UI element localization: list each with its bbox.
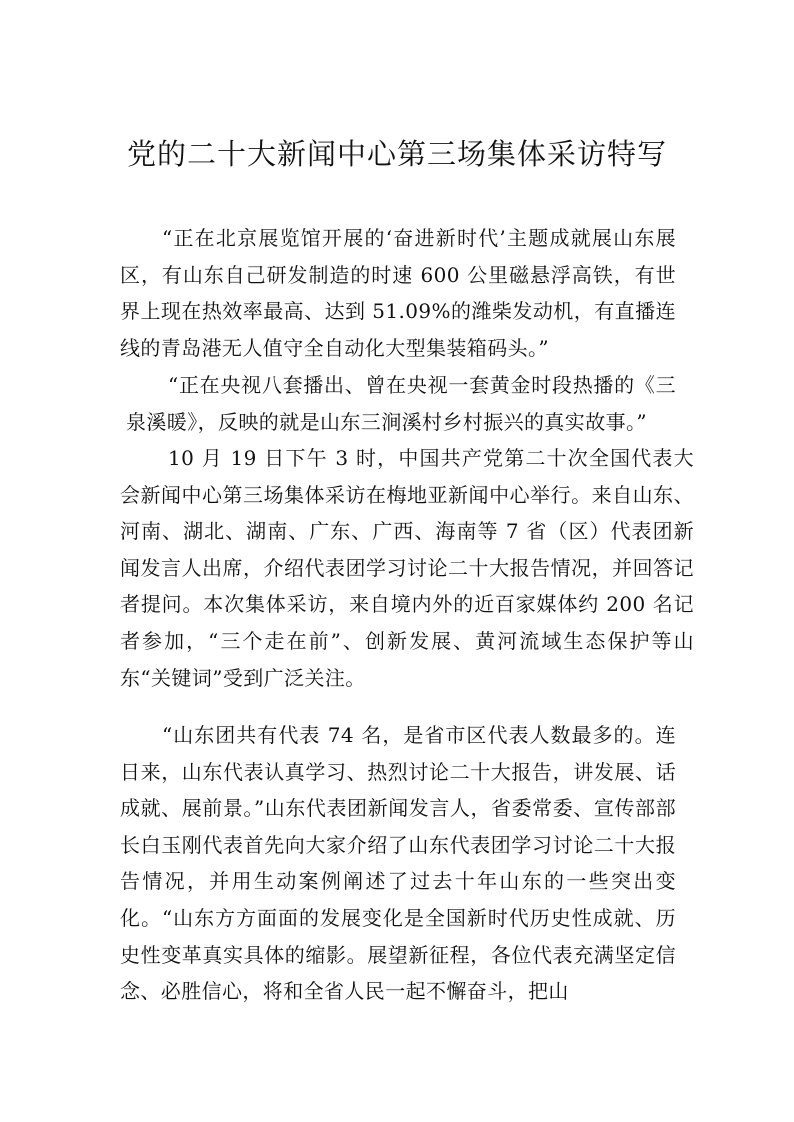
paragraph-press-event: 10 月 19 日下午 3 时，中国共产党第二十次全国代表大会新闻中心第三场集体采访在梅地亚新闻中心举行。来自山东、河南、湖北、湖南、广东、广西、海南等 7 省（区）代表团新闻发言人出席，介绍代表团学习讨论二十大报告情况，并回答记者提问。本次集体采访，来自境内外的近百家媒体约 200 名记者参加，“三个走在前”、创新发展、黄河流域生态保护等山东“关键词”受到广泛关注。: [120, 446, 694, 690]
paragraph-exhibition: “正在北京展览馆开展的‘奋进新时代’主题成就展山东展区，有山东自己研发制造的时速 600 公里磁悬浮高铁，有世界上现在热效率最高、达到 51.09%的潍柴发动机，有直播连线的青岛港无人值守全自动化大型集装箱码头。”: [120, 226, 676, 360]
paragraph-tv-series: “正在央视八套播出、曾在央视一套黄金时段热播的《三泉溪暖》，反映的就是山东三涧溪村乡村振兴的真实故事。”: [126, 373, 676, 434]
document-title: 党的二十大新闻中心第三场集体采访特写: [126, 137, 667, 171]
paragraph-shandong-delegation: “山东团共有代表 74 名，是省市区代表人数最多的。连日来，山东代表认真学习、热烈讨论二十大报告，讲发展、话成就、展前景。”山东代表团新闻发言人，省委常委、宣传部部长白玉刚代表首先向大家介绍了山东代表团学习讨论二十大报告情况，并用生动案例阐述了过去十年山东的一些突出变化。“山东方方面面的发展变化是全国新时代历史性成就、历史性变革真实具体的缩影。展望新征程，各位代表充满坚定信念、必胜信心，将和全省人民一起不懈奋斗，把山: [120, 723, 676, 1004]
